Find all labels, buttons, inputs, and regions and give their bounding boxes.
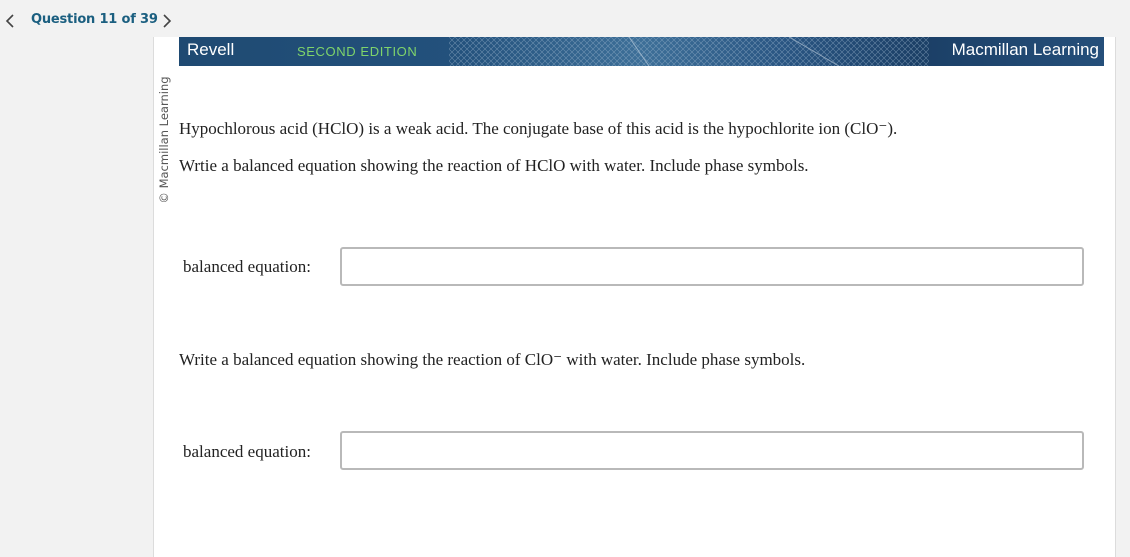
copyright-notice	[154, 70, 174, 210]
textbook-banner	[179, 37, 1104, 66]
copyright-text: © Macmillan Learning	[157, 76, 171, 204]
chevron-right-icon[interactable]	[160, 10, 174, 32]
banner-edition: SECOND EDITION	[297, 44, 418, 59]
part2-prompt: Write a balanced equation showing the reaction of ClO⁻ with water. Include phase symbols.	[179, 350, 806, 369]
question-nav	[0, 0, 200, 40]
question-counter: Question 11 of 39	[31, 12, 158, 27]
part1-label: balanced equation:	[183, 257, 311, 276]
part1-equation-input[interactable]	[340, 247, 1084, 286]
question-intro: Hypochlorous acid (HClO) is a weak acid. The conjugate base of this acid is the hypochlorite ion (ClO⁻).	[179, 119, 898, 138]
chevron-left-icon[interactable]	[3, 10, 17, 32]
part2-label: balanced equation:	[183, 442, 311, 461]
banner-pattern-decoration	[449, 37, 929, 66]
banner-publisher: Macmillan Learning	[951, 40, 1099, 59]
question-panel	[153, 37, 1116, 557]
part2-equation-input[interactable]	[340, 431, 1084, 470]
banner-author: Revell	[187, 40, 235, 59]
part1-prompt: Wrtie a balanced equation showing the reaction of HClO with water. Include phase symbols.	[179, 156, 809, 175]
